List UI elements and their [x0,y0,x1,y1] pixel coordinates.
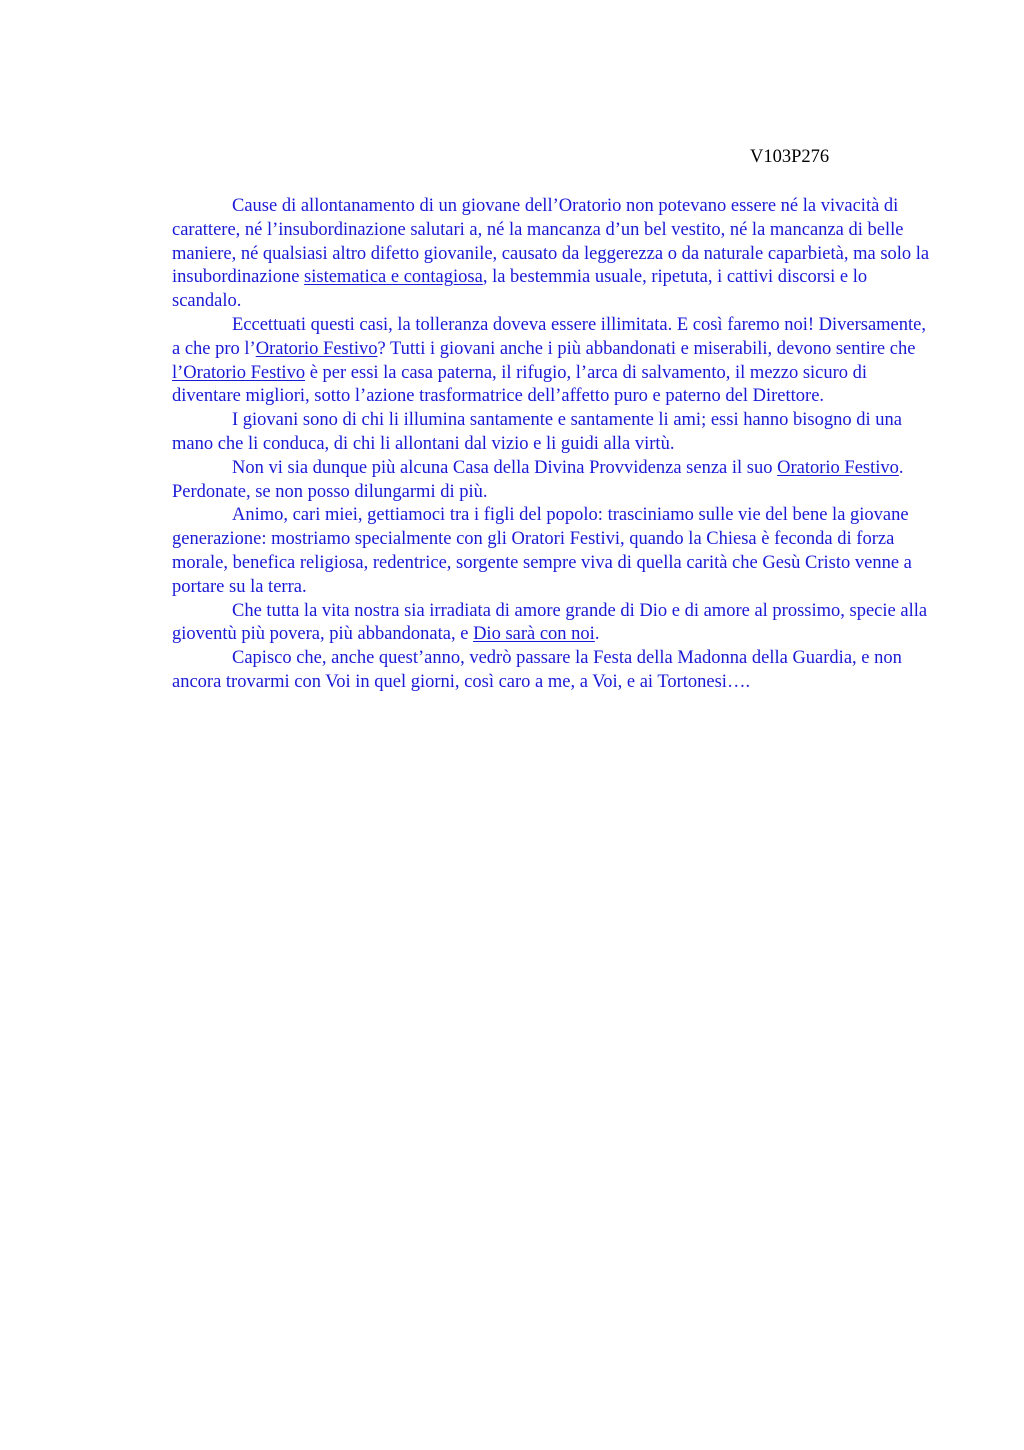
letter-body [172,195,932,695]
text-segment: Eccettuati questi casi, la tolleranza doveva essere illimitata. E così faremo noi! Diversamente, a che pro l’ [172,314,926,359]
paragraph [172,195,932,314]
text-segment: Cause di allontanamento di un giovane dell’Oratorio non potevano essere né la vivacità di carattere, né l’insubordinazione salutari a, né la mancanza d’un bel vestito, né la mancanza di belle maniere, né qualsiasi altro difetto giovanile, causato da leggerezza o da naturale caparbietà, ma solo la insubordinazione [172,196,930,288]
text-segment: Che tutta la vita nostra sia irradiata di amore grande di Dio e di amore al prossimo, specie alla gioventù più povera, più abbandonata, e [172,600,928,645]
text-segment: Animo, cari miei, gettiamoci tra i figli del popolo: trasciniamo sulle vie del bene la giovane generazione: mostriamo specialmente con gli Oratori Festivi, quando la Chiesa è feconda di forza morale, benefica religiosa, redentrice, sorgente sempre viva di quella carità che Gesù Cristo venne a portare su la terra. [172,505,912,597]
text-segment: I giovani sono di chi li illumina santamente e santamente li ami; essi hanno bisogno di una mano che li conduca, di chi li allontani dal vizio e li guidi alla virtù. [172,410,902,454]
text-segment: ? Tutti i giovani anche i più abbandonati e miserabili, devono sentire che [377,338,916,359]
underlined-phrase: Oratorio Festivo [777,457,899,478]
paragraph [172,600,932,648]
text-segment: , la bestemmia usuale, ripetuta, i cattivi discorsi e lo scandalo. [172,267,868,312]
underlined-phrase: l’Oratorio Festivo [172,362,306,383]
paragraph [172,647,932,695]
page-code: V103P276 [750,147,830,167]
paragraph [172,504,932,599]
paragraph [172,409,932,457]
text-segment: Capisco che, anche quest’anno, vedrò passare la Festa della Madonna della Guardia, e non ancora trovarmi con Voi in quel giorni, così caro a me, a Voi, e ai Tortonesi…. [172,648,902,692]
paragraph [172,457,932,505]
text-segment: . Perdonate, se non posso dilungarmi di più. [172,457,904,502]
underlined-phrase: sistematica e contagiosa [304,267,483,288]
text-segment: Non vi sia dunque più alcuna Casa della Divina Provvidenza senza il suo [232,457,778,478]
paragraph [172,314,932,409]
underlined-phrase: Dio sarà con noi [473,624,595,645]
underlined-phrase: Oratorio Festivo [255,338,378,359]
text-segment: . [594,624,600,645]
text-segment: è per essi la casa paterna, il rifugio, l’arca di salvamento, il mezzo sicuro di diventare migliori, sotto l’azione trasformatrice dell’affetto puro e paterno del Direttore. [172,362,868,407]
